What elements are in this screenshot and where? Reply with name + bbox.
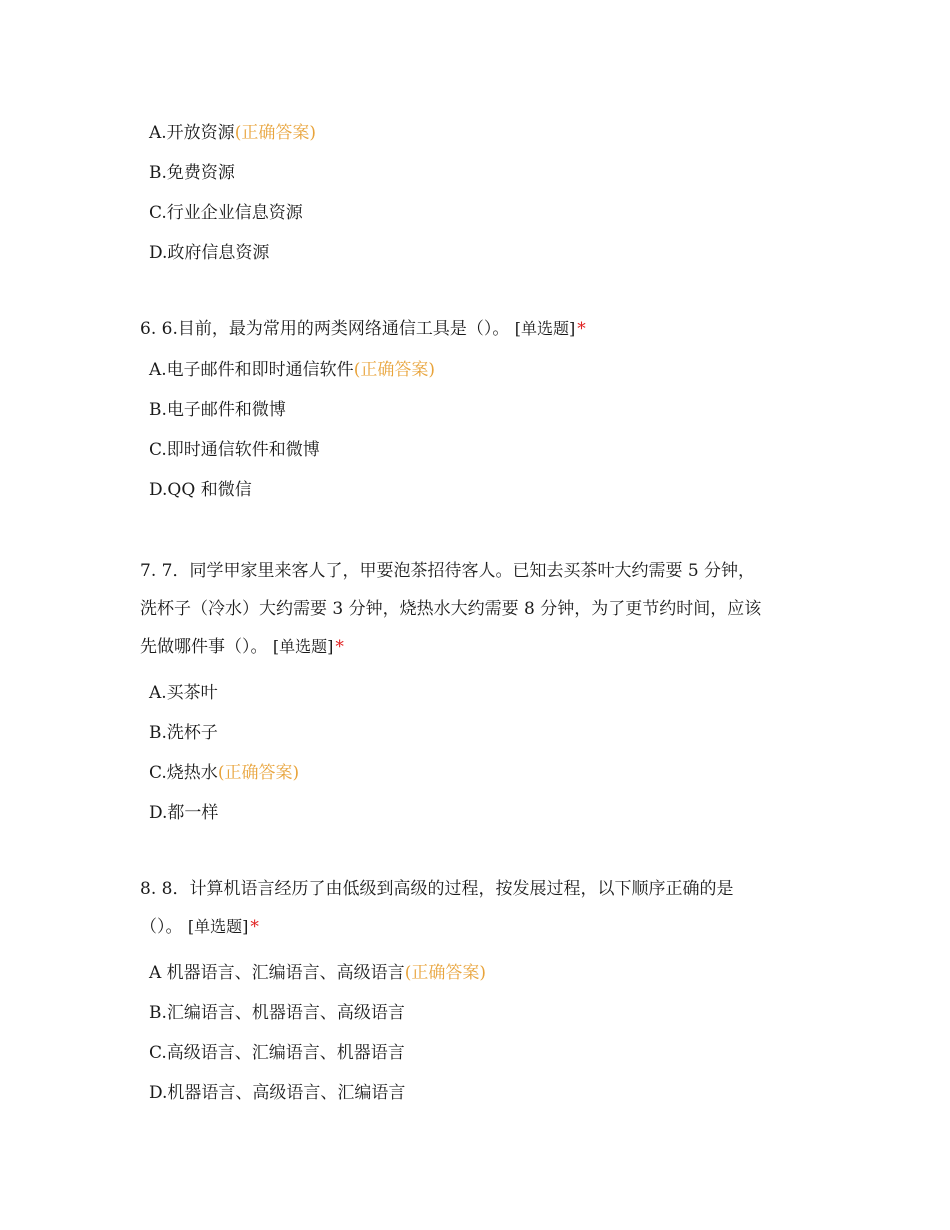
option-b[interactable]: B.电子邮件和微博 — [149, 400, 286, 420]
correct-answer-mark: (正确答案) — [217, 763, 300, 783]
correct-answer-mark: (正确答案) — [404, 963, 486, 983]
option-d[interactable]: D.QQ 和微信 — [149, 480, 252, 500]
option-c[interactable]: C.行业企业信息资源 — [149, 203, 303, 223]
option-a[interactable]: A.开放资源(正确答案) — [149, 123, 316, 143]
question-5-options — [140, 113, 820, 273]
question-6 — [140, 310, 820, 510]
option-d[interactable]: D.政府信息资源 — [149, 243, 270, 263]
option-a[interactable]: A.买茶叶 — [149, 683, 218, 703]
question-type: [单选题] — [187, 917, 249, 936]
question-title: 7. 7．同学甲家里来客人了，甲要泡茶招待客人。已知去买茶叶大约需要 5 分钟， 洗杯子（冷水）大约需要 3 分钟，烧热水大约需要 8 分钟，为了更节约时间，应该 先做哪件事（）。 [单选题] * — [140, 561, 762, 657]
correct-answer-mark: (正确答案) — [353, 360, 435, 380]
required-mark: * — [335, 637, 344, 657]
option-a[interactable]: A.电子邮件和即时通信软件(正确答案) — [149, 360, 435, 380]
option-c[interactable]: C.高级语言、汇编语言、机器语言 — [149, 1043, 405, 1063]
question-8 — [140, 870, 820, 1113]
option-d[interactable]: D.机器语言、高级语言、汇编语言 — [149, 1083, 406, 1103]
option-b[interactable]: B.汇编语言、机器语言、高级语言 — [149, 1003, 405, 1023]
option-b[interactable]: B.免费资源 — [149, 163, 235, 183]
question-type: [单选题] — [514, 319, 576, 338]
question-title: 8. 8．计算机语言经历了由低级到高级的过程，按发展过程，以下顺序正确的是 （）。 [单选题] * — [140, 879, 734, 937]
option-a[interactable]: A 机器语言、汇编语言、高级语言(正确答案) — [149, 963, 486, 983]
correct-answer-mark: (正确答案) — [234, 123, 316, 143]
required-mark: * — [577, 319, 586, 339]
question-7 — [140, 552, 820, 833]
question-title: 6. 6.目前，最为常用的两类网络通信工具是（）。 [单选题] * — [140, 319, 586, 339]
question-type: [单选题] — [272, 637, 334, 656]
option-d[interactable]: D.都一样 — [149, 803, 219, 823]
option-c[interactable]: C.烧热水(正确答案) — [149, 763, 300, 783]
required-mark: * — [250, 917, 259, 937]
option-b[interactable]: B.洗杯子 — [149, 723, 218, 743]
option-c[interactable]: C.即时通信软件和微博 — [149, 440, 320, 460]
